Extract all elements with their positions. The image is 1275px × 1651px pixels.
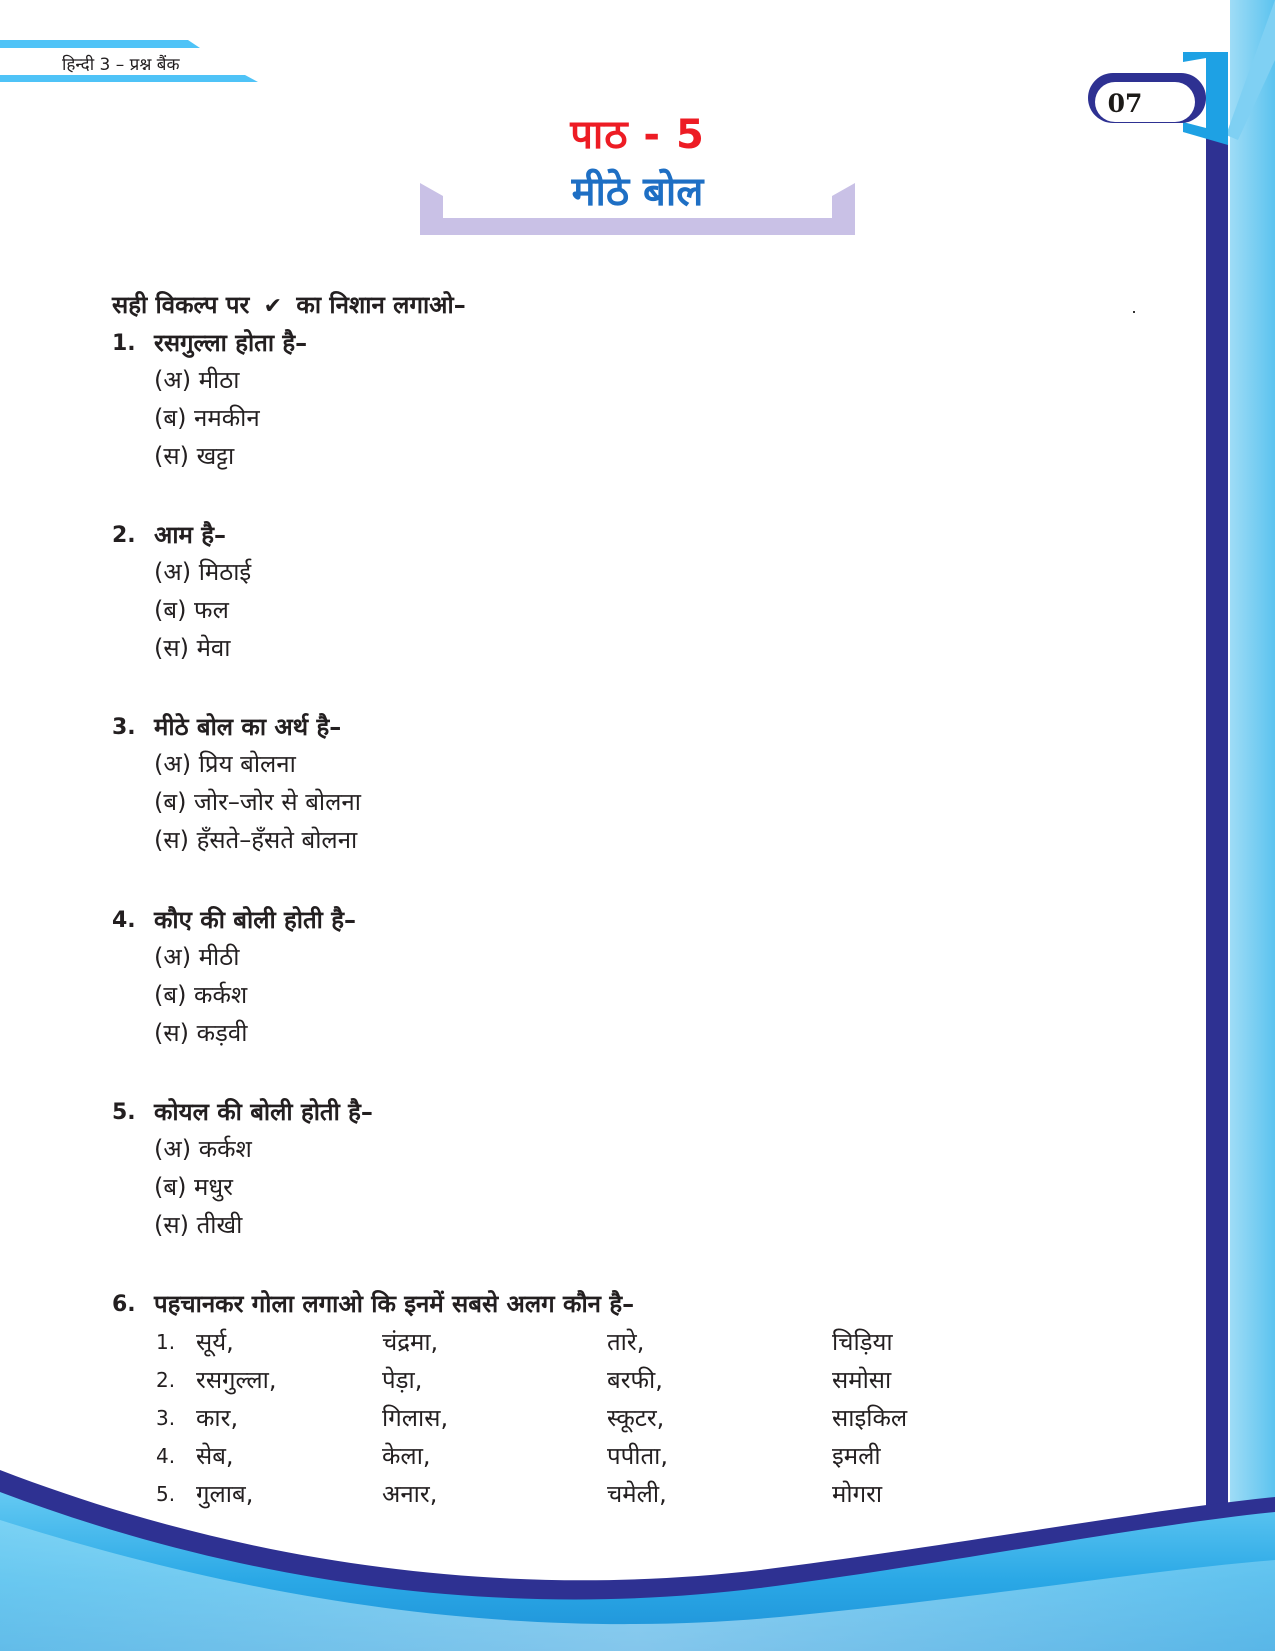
page-number: 07 [1107, 89, 1143, 118]
word: चिड़िया [832, 1328, 893, 1356]
row-number: 4. [156, 1444, 176, 1468]
word: केला, [382, 1442, 431, 1470]
lesson-number: पाठ - 5 [570, 112, 705, 158]
question-text: मीठे बोल का अर्थ है– [154, 713, 342, 741]
instruction-after: का निशान लगाओ– [296, 291, 466, 319]
word: गुलाब, [196, 1480, 254, 1508]
instruction-before: सही विकल्प पर [112, 291, 250, 319]
option: (अ) कर्कश [154, 1135, 252, 1163]
stray-dot [1133, 311, 1135, 313]
option: (ब) जोर–जोर से बोलना [154, 788, 361, 816]
question-number: 2. [112, 523, 136, 548]
word: रसगुल्ला, [196, 1366, 277, 1394]
check-mark-icon: ✔ [263, 294, 283, 319]
question-number: 1. [112, 331, 136, 356]
row-number: 1. [156, 1330, 176, 1354]
word: चमेली, [607, 1480, 667, 1508]
word: तारे, [607, 1328, 645, 1356]
word: कार, [196, 1404, 239, 1432]
option: (ब) फल [154, 596, 229, 624]
book-title: हिन्दी 3 – प्रश्न बैंक [62, 55, 180, 75]
question-text: आम है– [154, 521, 226, 549]
option: (अ) मिठाई [154, 558, 252, 586]
word: सेब, [196, 1442, 234, 1470]
question-number: 3. [112, 715, 136, 740]
word: सूर्य, [196, 1328, 234, 1356]
right-side-bar [1183, 0, 1275, 1651]
option: (स) तीखी [154, 1211, 243, 1239]
option: (स) हँसते–हँसते बोलना [154, 826, 358, 854]
word: गिलास, [382, 1404, 449, 1432]
question-text: पहचानकर गोला लगाओ कि इनमें सबसे अलग कौन है– [154, 1290, 635, 1318]
word: मोगरा [832, 1480, 883, 1508]
option: (अ) प्रिय बोलना [154, 750, 296, 778]
option: (स) कड़वी [154, 1019, 248, 1047]
word: स्कूटर, [607, 1404, 665, 1432]
option: (स) मेवा [154, 634, 231, 662]
lesson-title: मीठे बोल [571, 169, 704, 215]
word: इमली [832, 1442, 881, 1470]
word: साइकिल [832, 1404, 908, 1432]
option: (ब) नमकीन [154, 404, 260, 432]
option: (ब) मधुर [154, 1173, 233, 1201]
word: चंद्रमा, [382, 1328, 439, 1356]
option: (अ) मीठी [154, 943, 240, 971]
word: समोसा [832, 1366, 892, 1394]
word: अनार, [382, 1480, 438, 1508]
question-text: रसगुल्ला होता है– [154, 329, 308, 357]
row-number: 2. [156, 1368, 176, 1392]
word: बरफी, [607, 1366, 663, 1394]
question-number: 4. [112, 908, 136, 933]
row-number: 3. [156, 1406, 176, 1430]
question-text: कौए की बोली होती है– [154, 906, 356, 934]
option: (ब) कर्कश [154, 981, 248, 1009]
word: पेड़ा, [382, 1366, 423, 1394]
question-number: 6. [112, 1292, 136, 1317]
instruction [112, 288, 466, 321]
row-number: 5. [156, 1482, 176, 1506]
option: (अ) मीठा [154, 366, 240, 394]
question-number: 5. [112, 1100, 136, 1125]
word: पपीता, [607, 1442, 669, 1470]
question-text: कोयल की बोली होती है– [154, 1098, 373, 1126]
option: (स) खट्टा [154, 442, 235, 470]
